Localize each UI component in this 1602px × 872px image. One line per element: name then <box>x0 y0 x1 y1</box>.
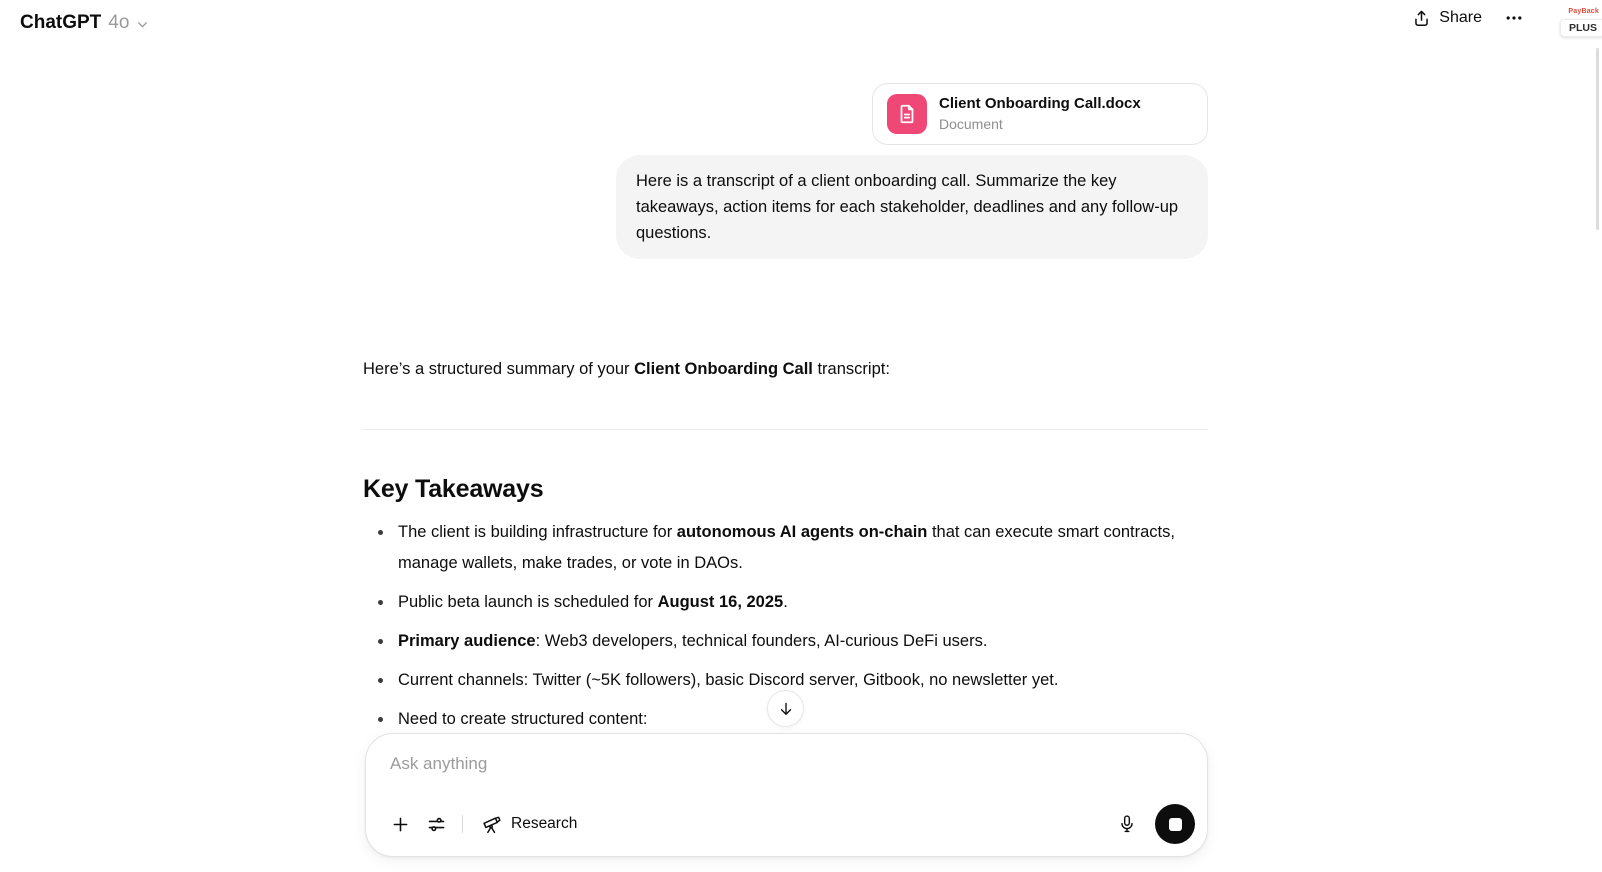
plus-icon <box>390 814 411 835</box>
plus-badge: PLUS <box>1560 19 1602 37</box>
list-item: Public beta launch is scheduled for August 16, 2025. <box>363 587 1208 618</box>
toolbar-divider <box>462 815 463 833</box>
list-item: Current channels: Twitter (~5K followers), basic Discord server, Gitbook, no newsletter yet. <box>363 665 1208 696</box>
sliders-icon <box>426 814 447 835</box>
share-button[interactable] <box>1412 9 1482 28</box>
list-item: The client is building infrastructure for autonomous AI agents on-chain that can execute smart contracts, manage wallets, make trades, or vote in DAOs. <box>363 517 1208 579</box>
scrollbar[interactable] <box>1596 48 1599 230</box>
attachment-kind: Document <box>939 116 1003 132</box>
key-takeaways-heading: Key Takeaways <box>363 475 544 503</box>
scroll-to-bottom-button[interactable] <box>767 690 804 727</box>
attachment-info <box>939 94 1141 134</box>
assistant-intro <box>363 356 1208 382</box>
telescope-icon <box>481 814 502 835</box>
user-message-bubble <box>616 155 1208 259</box>
attachment-filename: Client Onboarding Call.docx <box>939 95 1141 112</box>
ellipsis-icon <box>1504 8 1524 28</box>
assistant-message <box>363 356 1208 735</box>
microphone-icon <box>1117 814 1137 834</box>
list-item: Primary audience: Web3 developers, technical founders, AI-curious DeFi users. <box>363 626 1208 657</box>
stop-generating-button[interactable] <box>1155 804 1195 844</box>
composer-toolbar <box>382 804 1195 844</box>
research-button[interactable] <box>471 806 587 842</box>
more-options-button[interactable] <box>1504 8 1524 28</box>
top-bar <box>0 0 1602 46</box>
document-file-icon <box>887 94 927 134</box>
conversation-area <box>363 0 1208 743</box>
model-switcher[interactable] <box>14 8 155 38</box>
attach-button[interactable] <box>382 806 418 842</box>
share-icon <box>1412 9 1431 28</box>
message-input[interactable] <box>390 754 1183 774</box>
model-name: 4o <box>108 12 130 33</box>
intro-text: Here’s a structured summary of your <box>363 360 635 378</box>
attachment-card[interactable] <box>872 83 1208 145</box>
extension-badge[interactable] <box>1560 8 1602 37</box>
header-actions <box>1412 8 1524 28</box>
arrow-down-icon <box>777 700 795 718</box>
tools-button[interactable] <box>418 806 454 842</box>
chevron-down-icon <box>136 18 149 31</box>
extension-wordmark: PayBack <box>1568 8 1599 15</box>
section-divider <box>363 429 1208 430</box>
composer <box>365 733 1208 857</box>
research-label: Research <box>511 815 578 832</box>
intro-bold-text: Client Onboarding Call <box>634 360 813 378</box>
share-label: Share <box>1439 9 1482 26</box>
dictate-button[interactable] <box>1109 806 1145 842</box>
list-item: Need to create structured content: <box>363 704 1208 735</box>
user-message-text: Here is a transcript of a client onboarding call. Summarize the key takeaways, action items for each stakeholder, deadlines and any follow-up questions. <box>636 172 1179 242</box>
app-title: ChatGPT <box>20 12 102 33</box>
intro-text-suffix: transcript: <box>812 360 890 378</box>
stop-icon <box>1169 818 1182 831</box>
